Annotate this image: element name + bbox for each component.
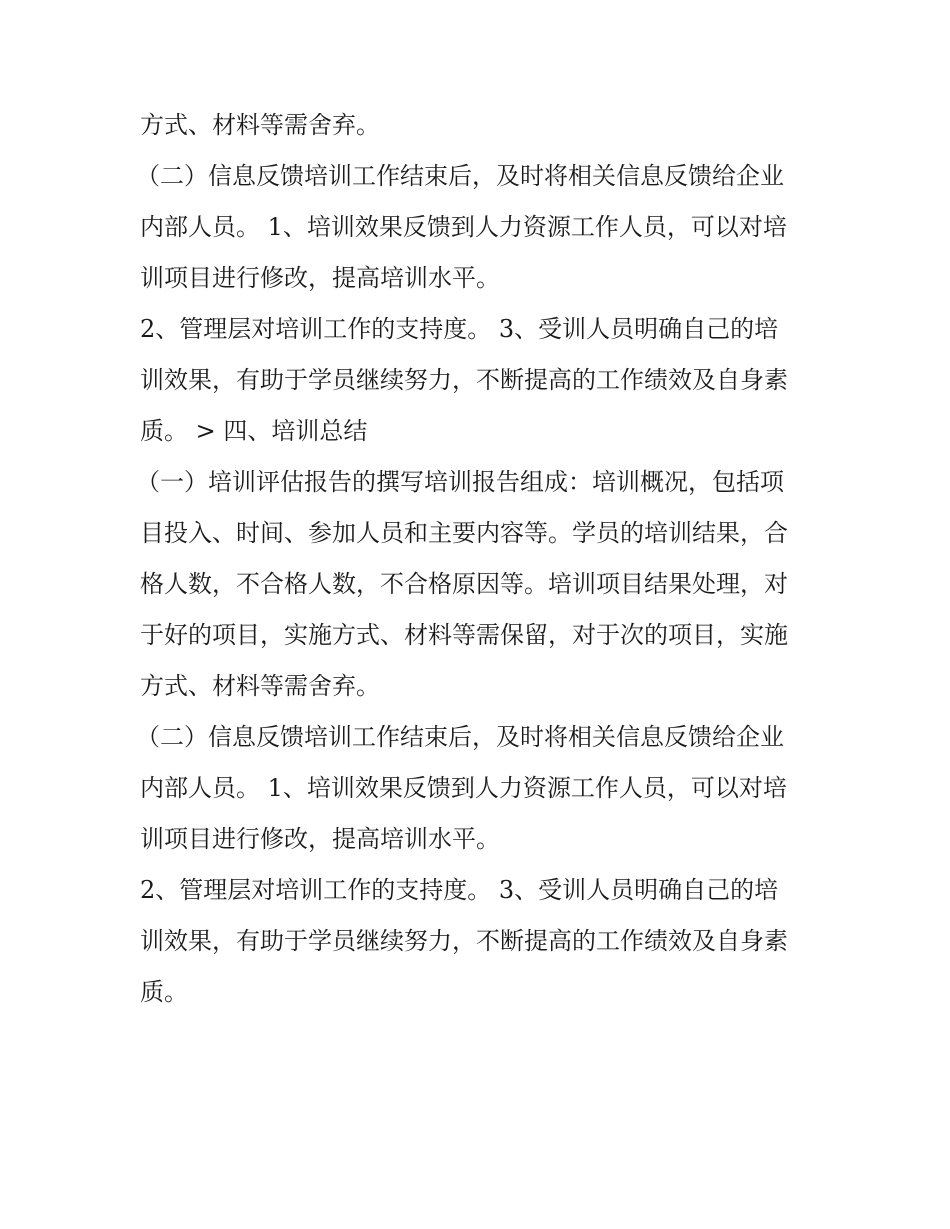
text-line: 训效果，有助于学员继续努力，不断提高的工作绩效及自身素: [140, 366, 788, 394]
text-line: 内部人员。 1、培训效果反馈到人力资源工作人员，可以对培: [140, 213, 787, 241]
text-line: （二）信息反馈培训工作结束后，及时将相关信息反馈给企业: [136, 162, 784, 190]
text-line: 训效果，有助于学员继续努力，不断提高的工作绩效及自身素: [140, 927, 788, 955]
section-heading-line: 质。 > 四、培训总结: [140, 417, 368, 445]
text-line: 2、管理层对培训工作的支持度。 3、受训人员明确自己的培: [140, 876, 779, 904]
text-line: （二）信息反馈培训工作结束后，及时将相关信息反馈给企业: [136, 723, 784, 751]
document-body: [136, 100, 820, 1018]
text-line: 质。: [140, 978, 188, 1006]
text-line: 内部人员。 1、培训效果反馈到人力资源工作人员，可以对培: [140, 774, 787, 802]
text-line: 2、管理层对培训工作的支持度。 3、受训人员明确自己的培: [140, 315, 779, 343]
text-line: 方式、材料等需舍弃。: [140, 111, 380, 139]
text-line: 训项目进行修改，提高培训水平。: [140, 264, 500, 292]
text-line: 于好的项目，实施方式、材料等需保留，对于次的项目，实施: [140, 621, 788, 649]
text-line: 方式、材料等需舍弃。: [140, 672, 380, 700]
text-line: （一）培训评估报告的撰写培训报告组成：培训概况，包括项: [136, 468, 784, 496]
text-line: 训项目进行修改，提高培训水平。: [140, 825, 500, 853]
text-line: 格人数，不合格人数，不合格原因等。培训项目结果处理，对: [140, 570, 788, 598]
text-line: 目投入、时间、参加人员和主要内容等。学员的培训结果，合: [140, 519, 788, 547]
